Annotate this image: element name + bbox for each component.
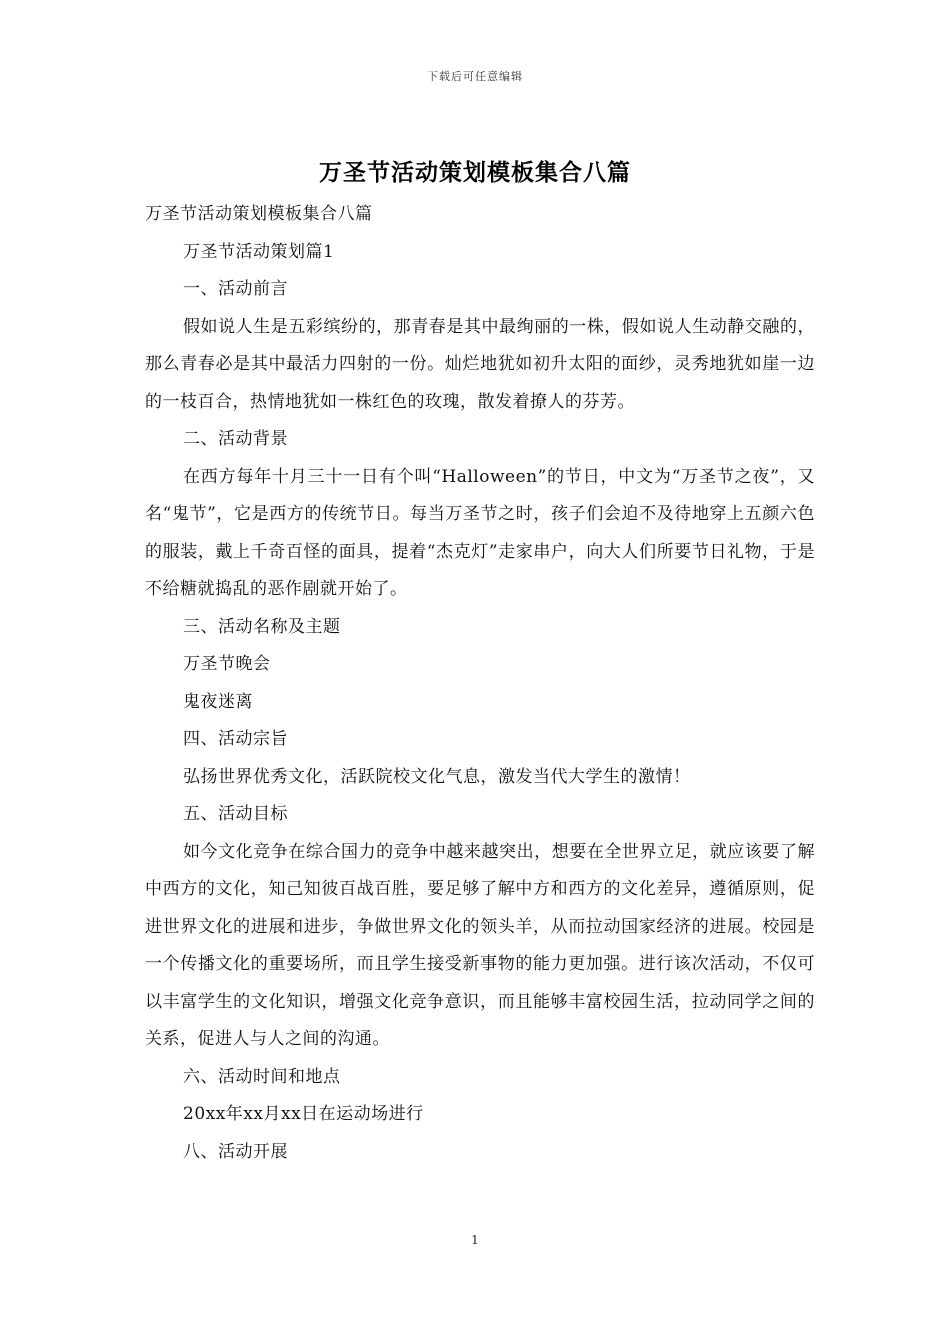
body-paragraph: 万圣节晚会 <box>183 654 271 674</box>
section-heading: 四、活动宗旨 <box>183 729 288 749</box>
section-heading: 二、活动背景 <box>183 429 288 449</box>
body-paragraph: 20xx年xx月xx日在运动场进行 <box>183 1104 424 1124</box>
body-paragraph: 弘扬世界优秀文化，活跃院校文化气息，激发当代大学生的激情！ <box>183 766 691 787</box>
section-heading: 一、活动前言 <box>183 279 288 299</box>
body-paragraph: 假如说人生是五彩缤纷的，那青春是其中最绚丽的一株，假如说人生动静交融的，那么青春必是其中最活力四射的一份。灿烂地犹如初升太阳的面纱，灵秀地犹如崖一边的一枝百合，热情地犹如一株红色的玫瑰，散发着撩人的芬芳。 <box>145 316 815 412</box>
section-heading: 六、活动时间和地点 <box>183 1066 341 1087</box>
body-paragraph: 在西方每年十月三十一日有个叫“Halloween”的节日，中文为“万圣节之夜”，又名“鬼节”，它是西方的传统节日。每当万圣节之时，孩子们会迫不及待地穿上五颜六色的服装，戴上千奇百怪的面具，提着“杰克灯”走家串户，向大人们所要节日礼物，于是不给糖就捣乱的恶作剧就开始了。 <box>145 466 815 599</box>
section-heading: 三、活动名称及主题 <box>183 616 341 637</box>
document-body <box>145 196 815 1171</box>
subtitle-paragraph: 万圣节活动策划模板集合八篇 <box>145 204 373 224</box>
body-paragraph: 如今文化竞争在综合国力的竞争中越来越突出，想要在全世界立足，就应该要了解中西方的文化，知己知彼百战百胜，要足够了解中方和西方的文化差异，遵循原则，促进世界文化的进展和进步，争做世界文化的领头羊，从而拉动国家经济的进展。校园是一个传播文化的重要场所，而且学生接受新事物的能力更加强。进行该次活动，不仅可以丰富学生的文化知识，增强文化竞争意识，而且能够丰富校园生活，拉动同学之间的关系，促进人与人之间的沟通。 <box>145 841 815 1049</box>
document-title: 万圣节活动策划模板集合八篇 <box>319 159 631 186</box>
header-note: 下载后可任意编辑 <box>427 70 523 83</box>
page-number: 1 <box>471 1233 479 1247</box>
section-heading: 万圣节活动策划篇1 <box>183 241 335 262</box>
section-heading: 八、活动开展 <box>183 1141 288 1162</box>
body-paragraph: 鬼夜迷离 <box>183 691 253 712</box>
section-heading: 五、活动目标 <box>183 804 288 824</box>
